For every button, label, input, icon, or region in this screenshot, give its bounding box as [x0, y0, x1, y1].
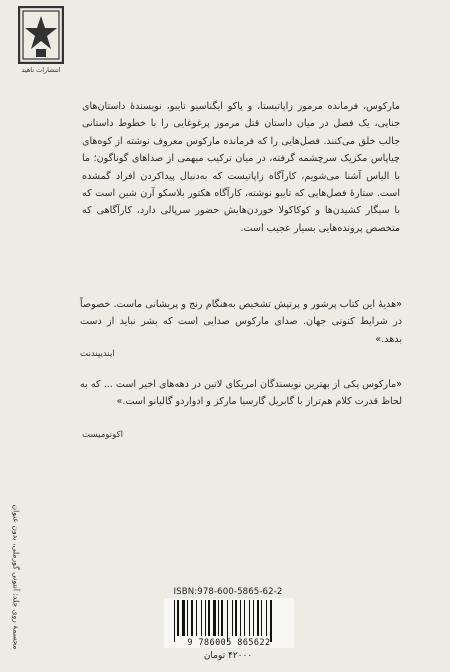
publisher-name: انتشارات ناهید	[21, 66, 61, 74]
barcode-digits: 9 786005 865622	[187, 637, 271, 647]
barcode-bar	[218, 600, 219, 636]
barcode-bar	[201, 600, 202, 636]
price: ۴۲۰۰۰ تومان	[203, 651, 253, 661]
barcode-bar	[232, 600, 233, 636]
barcode-bar	[235, 600, 237, 636]
barcode-bar	[177, 600, 179, 636]
barcode-bar	[213, 600, 216, 636]
barcode-bar	[261, 600, 262, 636]
barcode-bar	[244, 600, 245, 636]
barcode-bar	[208, 600, 210, 636]
quote-1: «هدیهٔ این کتاب پرشور و پرتپش تشخیص به‌هنگام رنج و پریشانی ماست. خصوصاً در شرایط کنونی جهان. صدای مارکوس صدایی است که بشر نباید از دست بدهد.»	[80, 299, 402, 345]
barcode-bar	[196, 600, 197, 636]
isbn: ISBN:978-600-5865-62-2	[173, 587, 283, 597]
book-description: مارکوس، فرمانده مرموز زاپاتیستا، و پاکو ایگناسیو تایبو، نویسندهٔ داستان‌های جنایی، یک فصل در میان داستان قتل مرموز پرغوغایی را با خطوط داستانی جالب خلق می‌کنند. فصل‌هایی را که فرمانده مارکوس معروف نوشته از کوه‌های چیاپاس مکزیک سرچشمه گرفته، در میان ترکیب مبهمی از صداهای گوناگون؛ ما با الیاس آشنا می‌شویم، کارآگاه زاپاتیست که به‌دنبال پیداکردن افراد گمشده است. ستارهٔ فصل‌هایی که تایبو نوشته، کارآگاه هکتور بلاسکو آرن شین است که با سیگار کشیدن‌ها و کوکاکولا خوردن‌هایش حضور سرپالی دارد، کارآگاهی که متخصص پرونده‌هایی بسیار عجیب است.	[82, 101, 400, 234]
star-house-logo-icon	[18, 6, 64, 64]
quote-1-source: ایندیپندنت	[80, 349, 115, 359]
barcode-bar	[205, 600, 206, 636]
quote-2: «مارکوس یکی از بهترین نویسندگان امریکای لاتین در دهه‌های اخیر است ... که به لحاظ قدرت کلام هم‌تراز با گابریل گارسیا مارکز و ادواردو گالیانو است.»	[80, 379, 402, 408]
barcode-bar	[187, 600, 188, 636]
barcode-bar	[270, 600, 272, 642]
quote-2-source: اکونومیست	[82, 430, 124, 440]
cover-credit-text: مجسمهٔ روی جلد: آنتونی گورملی، بدون عنوان	[11, 504, 21, 650]
barcode-bar	[253, 600, 254, 636]
barcode-bar	[174, 600, 175, 642]
barcode-bar	[221, 600, 223, 636]
barcode-bar	[249, 600, 250, 636]
barcode-bar	[257, 600, 259, 636]
cover-credit	[6, 482, 26, 672]
barcode-bar	[182, 600, 185, 636]
barcode-bar	[191, 600, 193, 636]
barcode-bar	[227, 600, 228, 642]
publisher-logo	[12, 6, 70, 84]
barcode-bar	[240, 600, 241, 636]
barcode	[164, 598, 294, 648]
barcode-bar	[266, 600, 267, 636]
barcode-bars	[174, 600, 284, 638]
